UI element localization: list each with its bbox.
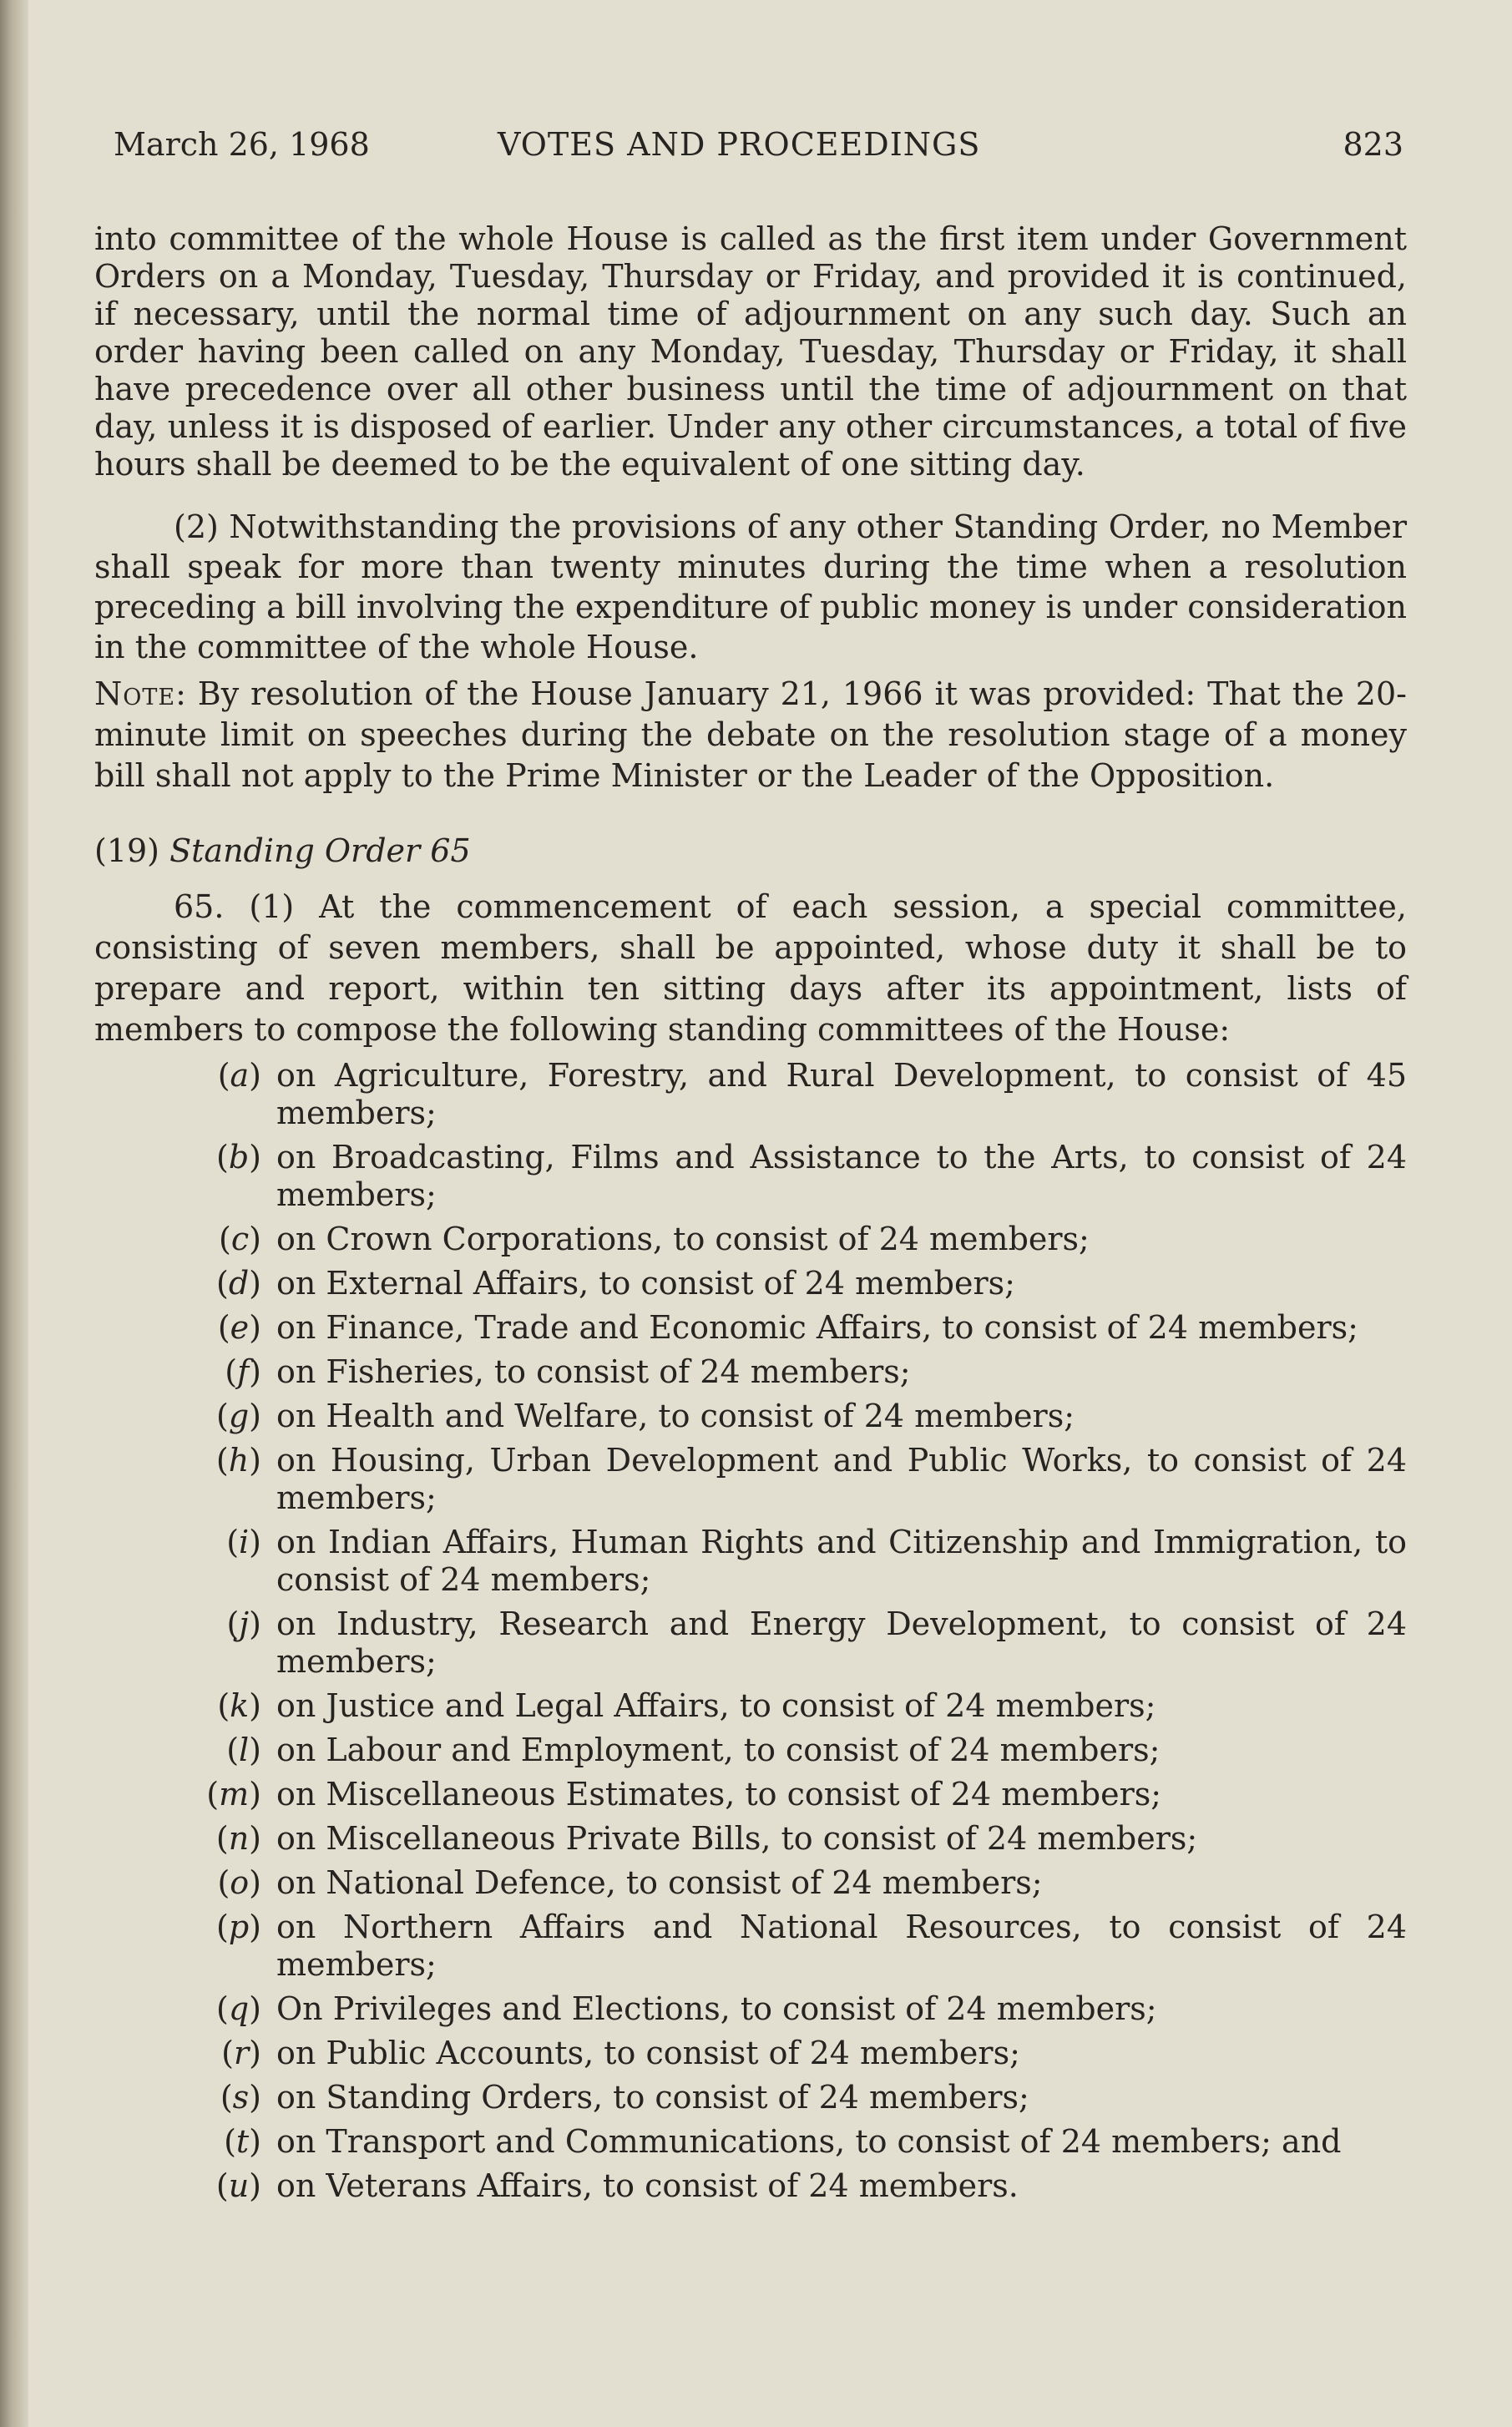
committee-item-text: on Health and Welfare, to consist of 24 members; bbox=[276, 1398, 1075, 1434]
section-number: (19) bbox=[94, 832, 160, 869]
committee-item-label: (k) bbox=[217, 1687, 261, 1724]
committee-list bbox=[94, 1057, 1407, 2205]
committee-item bbox=[94, 1990, 1407, 2028]
committee-item bbox=[94, 2035, 1407, 2072]
committee-item bbox=[94, 1820, 1407, 1858]
committee-item bbox=[94, 1442, 1407, 1517]
committee-item-label: (j) bbox=[226, 1605, 261, 1642]
committee-item-text: on Miscellaneous Estimates, to consist of 24 members; bbox=[276, 1776, 1162, 1813]
committee-item-text: on Labour and Employment, to consist of 24 members; bbox=[276, 1732, 1161, 1768]
committee-item-label: (h) bbox=[215, 1442, 261, 1479]
committee-item bbox=[94, 1732, 1407, 1769]
committee-item-text: on Broadcasting, Films and Assistance to the Arts, to consist of 24 members; bbox=[276, 1139, 1407, 1213]
committee-item bbox=[94, 1353, 1407, 1391]
committee-item bbox=[94, 1776, 1407, 1813]
committee-item-label: (b) bbox=[216, 1139, 261, 1176]
committee-item-text: on Finance, Trade and Economic Affairs, to consist of 24 members; bbox=[276, 1309, 1358, 1346]
committee-item-text: on Public Accounts, to consist of 24 members; bbox=[276, 2035, 1020, 2071]
committee-item-label: (p) bbox=[216, 1909, 261, 1945]
committee-item-text: on Standing Orders, to consist of 24 members; bbox=[276, 2079, 1029, 2116]
committee-item-text: on Industry, Research and Energy Development, to consist of 24 members; bbox=[276, 1605, 1407, 1680]
header-date: March 26, 1968 bbox=[114, 126, 370, 163]
section-heading bbox=[94, 830, 1407, 872]
committee-item bbox=[94, 2079, 1407, 2116]
committee-item-label: (g) bbox=[216, 1398, 261, 1434]
committee-item-label: (t) bbox=[224, 2123, 261, 2160]
page-number: 823 bbox=[1343, 126, 1403, 163]
note-text: : By resolution of the House January 21, 1966 it was provided: That the 20-minute limit on speeches during the debate on the resolution stage of a money bill shall not apply to the Prime Minister or the Leader of the Opposition. bbox=[94, 675, 1407, 794]
committee-item bbox=[94, 1057, 1407, 1132]
book-spine-edge bbox=[0, 0, 28, 2427]
committee-item-label: (u) bbox=[215, 2167, 261, 2204]
committee-item bbox=[94, 1909, 1407, 1984]
committee-item-text: on External Affairs, to consist of 24 members; bbox=[276, 1265, 1015, 1302]
committee-item bbox=[94, 1398, 1407, 1435]
committee-item-label: (f) bbox=[225, 1353, 261, 1390]
committee-item-text: on Housing, Urban Development and Public Works, to consist of 24 members; bbox=[276, 1442, 1407, 1516]
committee-item-text: on Crown Corporations, to consist of 24 members; bbox=[276, 1221, 1090, 1257]
committee-item-text: on Miscellaneous Private Bills, to consist of 24 members; bbox=[276, 1820, 1198, 1857]
committee-item-text: on National Defence, to consist of 24 members; bbox=[276, 1864, 1043, 1901]
committee-item bbox=[94, 1265, 1407, 1302]
committee-item-label: (q) bbox=[216, 1990, 261, 2027]
committee-item bbox=[94, 1864, 1407, 1902]
committee-item bbox=[94, 1139, 1407, 1214]
committee-item-label: (o) bbox=[217, 1864, 261, 1901]
committee-item-label: (n) bbox=[215, 1820, 261, 1857]
note-paragraph bbox=[94, 674, 1407, 796]
committee-item-label: (e) bbox=[217, 1309, 261, 1346]
committee-item-label: (d) bbox=[216, 1265, 261, 1302]
committee-item bbox=[94, 1221, 1407, 1258]
committee-item-label: (a) bbox=[217, 1057, 261, 1094]
committee-item-label: (r) bbox=[221, 2035, 261, 2071]
committee-item-text: on Justice and Legal Affairs, to consist of 24 members; bbox=[276, 1687, 1156, 1724]
committee-item bbox=[94, 1524, 1407, 1599]
committee-item-text: on Northern Affairs and National Resources, to consist of 24 members; bbox=[276, 1909, 1407, 1983]
committee-item-label: (s) bbox=[220, 2079, 261, 2116]
committee-item bbox=[94, 2167, 1407, 2205]
committee-item-label: (l) bbox=[226, 1732, 261, 1768]
note-label: Note bbox=[94, 675, 176, 712]
committee-item bbox=[94, 1309, 1407, 1347]
paragraph-standing-order-65: 65. (1) At the commencement of each session, a special committee, consisting of seven members, shall be appointed, whose duty it shall be to prepare and report, within ten sitting days after its appointment, lists of members to compose the following standing committees of the House: bbox=[94, 888, 1407, 1048]
section-title: Standing Order 65 bbox=[169, 832, 471, 869]
committee-item-label: (m) bbox=[206, 1776, 261, 1813]
committee-item bbox=[94, 2123, 1407, 2161]
paragraph-continued: into committee of the whole House is called as the first item under Government Orders on a Monday, Tuesday, Thursday or Friday, and provided it is continued, if necessary, until the normal time of adjournment on any such day. Such an order having been called on any Monday, Tuesday, Thursday or Friday, it shall have precedence over all other business until the time of adjournment on that day, unless it is disposed of earlier. Under any other circumstances, a total of five hours shall be deemed to be the equivalent of one sitting day. bbox=[94, 220, 1407, 483]
header-title: VOTES AND PROCEEDINGS bbox=[498, 126, 981, 163]
committee-item-text: on Fisheries, to consist of 24 members; bbox=[276, 1353, 911, 1390]
committee-item-text: on Indian Affairs, Human Rights and Citizenship and Immigration, to consist of 24 members; bbox=[276, 1524, 1407, 1598]
committee-item-label: (i) bbox=[226, 1524, 261, 1560]
committee-item-text: on Veterans Affairs, to consist of 24 members. bbox=[276, 2167, 1019, 2204]
page-body bbox=[94, 117, 1407, 2205]
committee-item bbox=[94, 1687, 1407, 1725]
committee-item bbox=[94, 1605, 1407, 1681]
committee-item-label: (c) bbox=[219, 1221, 261, 1257]
committee-item-text: on Transport and Communications, to consist of 24 members; and bbox=[276, 2123, 1342, 2160]
committee-item-text: on Agriculture, Forestry, and Rural Development, to consist of 45 members; bbox=[276, 1057, 1407, 1131]
paragraph-subsection-2: (2) Notwithstanding the provisions of any other Standing Order, no Member shall speak for more than twenty minutes during the time when a resolution preceding a bill involving the expenditure of public money is under consideration in the committee of the whole House. bbox=[94, 508, 1407, 665]
committee-item-text: On Privileges and Elections, to consist of 24 members; bbox=[276, 1990, 1157, 2027]
